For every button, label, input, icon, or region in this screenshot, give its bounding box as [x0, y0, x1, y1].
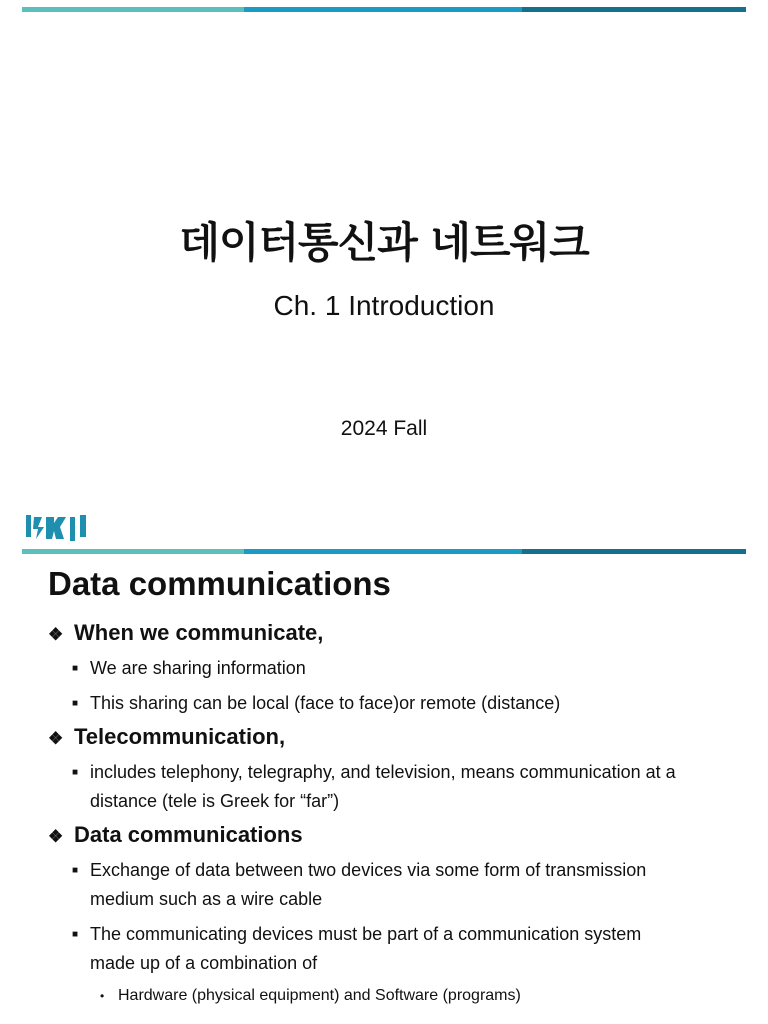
list-item-text: This sharing can be local (face to face)or remote (distance) [90, 693, 561, 713]
square-bullet-icon: ■ [72, 767, 79, 778]
bar-segment-blue [244, 549, 522, 554]
slide-title: 데이터통신과 네트워크 [179, 218, 589, 267]
list-item-text: includes telephony, telegraphy, and television, means communication at a distance (tele is Greek for “far”) [90, 762, 676, 811]
section-heading-text: Data communications [74, 822, 303, 847]
list-item [72, 856, 748, 914]
slide2-title: Data communications [48, 565, 391, 602]
list-item-text: The communicating devices must be part of a communication system made up of a combination of [90, 924, 642, 973]
bar-segment-dark-blue [522, 549, 746, 554]
slide-divider-color-bar [22, 549, 746, 554]
diamond-bullet-icon: ❖ [48, 729, 64, 748]
list-item [72, 920, 748, 978]
diamond-bullet-icon: ❖ [48, 625, 64, 644]
term-label: 2024 Fall [340, 417, 428, 440]
list-item [72, 758, 748, 816]
square-bullet-icon: ■ [72, 698, 79, 709]
slide-subtitle: Ch. 1 Introduction [273, 290, 495, 321]
dot-bullet-icon: • [100, 989, 105, 1003]
bar-segment-teal [22, 7, 244, 12]
bar-segment-teal [22, 549, 244, 554]
section-heading-text: When we communicate, [74, 620, 324, 645]
bar-segment-blue [244, 7, 522, 12]
list-item-text: Exchange of data between two devices via some form of transmission medium such as a wire cable [90, 860, 647, 909]
list-item-text: We are sharing information [90, 658, 306, 678]
header-color-bar [22, 7, 746, 12]
list-item [72, 689, 748, 718]
section-heading [48, 620, 748, 646]
square-bullet-icon: ■ [72, 929, 79, 940]
section-heading-text: Telecommunication, [74, 724, 286, 749]
bar-segment-dark-blue [522, 7, 746, 12]
diamond-bullet-icon: ❖ [48, 827, 64, 846]
square-bullet-icon: ■ [72, 663, 79, 674]
sub-list-item-text: Hardware (physical equipment) and Software (programs) [118, 987, 521, 1004]
section-heading [48, 724, 748, 750]
sub-list-item [100, 984, 748, 1008]
slide2-content [48, 620, 748, 1012]
list-item [72, 654, 748, 683]
section-heading [48, 822, 748, 848]
square-bullet-icon: ■ [72, 865, 79, 876]
university-logo-icon [24, 511, 92, 543]
